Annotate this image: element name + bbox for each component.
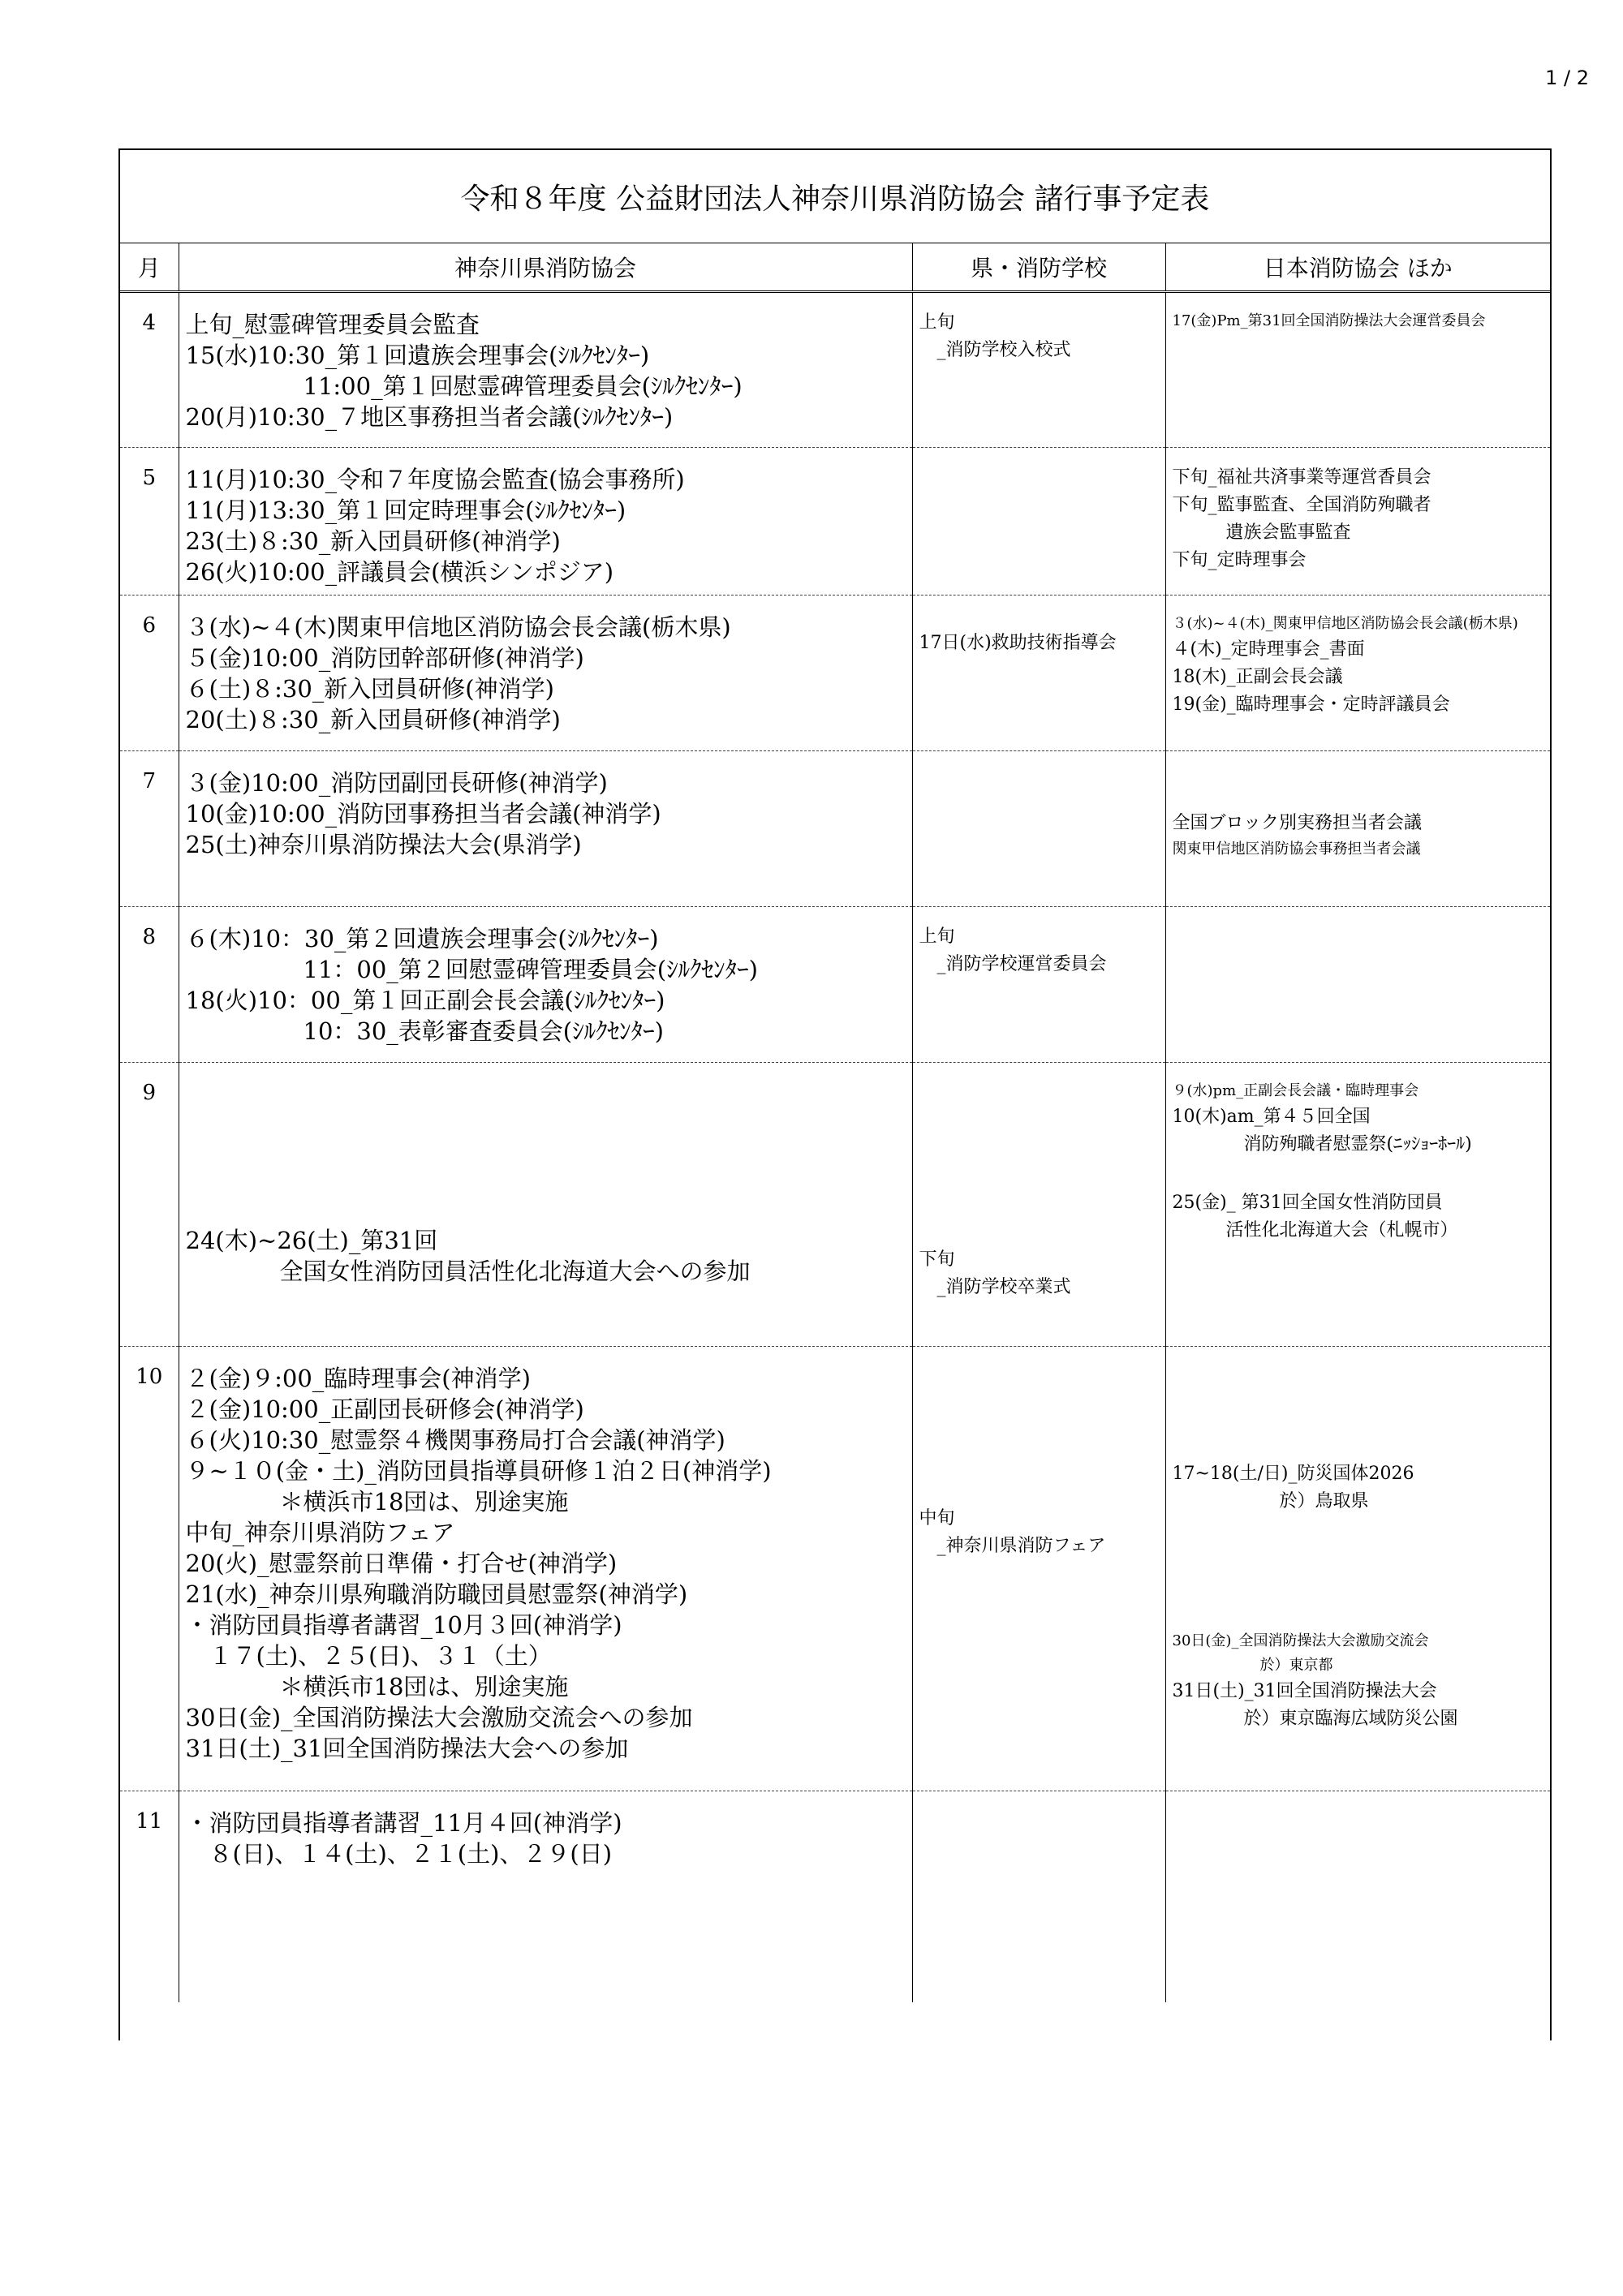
event-line: ３(水)~４(木)_関東甲信地区消防協会長会議(栃木県)	[1172, 615, 1518, 632]
event-line: _消防学校入校式	[919, 340, 1071, 360]
event-line: 消防殉職者慰霊祭(ﾆｯｼｮｰﾎｰﾙ)	[1172, 1134, 1472, 1154]
event-line: 26(火)10:00_評議員会(横浜シンポジア)	[185, 558, 614, 586]
school-cell	[912, 1347, 1165, 1791]
event-line: ６(火)10:30_慰霊祭４機関事務局打合会議(神消学)	[185, 1426, 725, 1454]
fdma-cell	[1165, 448, 1550, 595]
event-line: 23(土)８:30_新入団員研修(神消学)	[185, 527, 561, 555]
event-line: ８(日)、１４(土)、２１(土)、２９(日)	[185, 1840, 613, 1868]
header-association: 神奈川県消防協会	[179, 243, 912, 292]
event-line: 全国ブロック別実務担当者会議	[1172, 813, 1423, 833]
event-line: 20(月)10:30_７地区事務担当者会議(ｼﾙｸｾﾝﾀｰ)	[185, 403, 674, 431]
association-cell	[179, 1347, 912, 1791]
header-fdma: 日本消防協会 ほか	[1165, 243, 1550, 292]
event-line: 31日(土)_31回全国消防操法大会への参加	[185, 1735, 629, 1762]
event-line: _神奈川県消防フェア	[919, 1536, 1106, 1556]
fdma-cell	[1165, 595, 1550, 751]
event-line: 下旬	[919, 1249, 955, 1270]
month-row-10	[120, 1347, 1550, 1791]
school-cell	[912, 907, 1165, 1063]
event-line: 下旬_監事監査、全国消防殉職者	[1172, 495, 1431, 515]
event-line: 中旬	[919, 1508, 955, 1529]
month-row-8	[120, 907, 1550, 1063]
school-cell	[912, 1791, 1165, 2002]
event-line: ５(金)10:00_消防団幹部研修(神消学)	[185, 644, 584, 672]
event-line: 18(火)10：00_第１回正副会長会議(ｼﾙｸｾﾝﾀｰ)	[185, 987, 665, 1014]
school-cell	[912, 448, 1165, 595]
event-line: 10(金)10:00_消防団事務担当者会議(神消学)	[185, 800, 661, 828]
event-line: 下旬_福祉共済事業等運営香員会	[1172, 467, 1431, 488]
school-cell	[912, 292, 1165, 448]
header-school: 県・消防学校	[912, 243, 1165, 292]
month-cell: 5	[120, 448, 179, 595]
event-line: 上旬	[919, 312, 955, 333]
month-cell: 9	[120, 1063, 179, 1347]
event-line: 関東甲信地区消防協会事務担当者会議	[1172, 841, 1421, 858]
event-line: 11(月)13:30_第１回定時理事会(ｼﾙｸｾﾝﾀｰ)	[185, 497, 626, 524]
month-row-6	[120, 595, 1550, 751]
fdma-cell	[1165, 751, 1550, 907]
schedule-table	[120, 243, 1550, 2002]
event-line: 11(月)10:30_令和７年度協会監査(協会事務所)	[185, 466, 685, 493]
event-line: 全国女性消防団員活性化北海道大会への参加	[185, 1258, 751, 1285]
association-cell	[179, 1063, 912, 1347]
event-line: 上旬_慰霊碑管理委員会監査	[185, 311, 480, 338]
event-line: 25(土)神奈川県消防操法大会(県消学)	[185, 831, 582, 858]
event-line: 21(水)_神奈川県殉職消防職団員慰霊祭(神消学)	[185, 1580, 688, 1608]
month-row-11	[120, 1791, 1550, 2002]
event-line: 10：30_表彰審査委員会(ｼﾙｸｾﾝﾀｰ)	[185, 1017, 664, 1045]
event-line: 11:00_第１回慰霊碑管理委員会(ｼﾙｸｾﾝﾀｰ)	[185, 372, 743, 400]
event-line: 19(金)_臨時理事会・定時評議員会	[1172, 694, 1450, 715]
event-line: 25(金)_ 第31回全国女性消防団員	[1172, 1193, 1443, 1213]
page-number: 1 / 2	[1545, 67, 1589, 89]
event-line: ＊横浜市18団は、別途実施	[185, 1673, 569, 1701]
document-title: 令和８年度 公益財団法人神奈川県消防協会 諸行事予定表	[120, 150, 1550, 243]
month-cell: 6	[120, 595, 179, 751]
event-line: ２(金)10:00_正副団長研修会(神消学)	[185, 1395, 584, 1423]
fdma-cell	[1165, 1063, 1550, 1347]
event-line: 17日(水)救助技術指導会	[919, 633, 1117, 653]
school-cell	[912, 751, 1165, 907]
event-line: ６(木)10：30_第２回遺族会理事会(ｼﾙｸｾﾝﾀｰ)	[185, 925, 659, 952]
month-cell: 11	[120, 1791, 179, 2002]
event-line: 上旬	[919, 927, 955, 947]
event-line: ＊横浜市18団は、別途実施	[185, 1488, 569, 1516]
event-line: ３(金)10:00_消防団副団長研修(神消学)	[185, 769, 608, 797]
association-cell	[179, 751, 912, 907]
event-line: 10(木)am_第４５回全国	[1172, 1107, 1371, 1127]
association-cell	[179, 292, 912, 448]
month-row-7	[120, 751, 1550, 907]
schedule-sheet	[118, 148, 1552, 2040]
school-cell	[912, 595, 1165, 751]
fdma-cell	[1165, 1347, 1550, 1791]
association-cell	[179, 448, 912, 595]
event-line: ６(土)８:30_新入団員研修(神消学)	[185, 675, 554, 703]
event-line: _消防学校卒業式	[919, 1277, 1071, 1297]
event-line: 20(土)８:30_新入団員研修(神消学)	[185, 706, 561, 733]
event-line: 20(火)_慰霊祭前日準備・打合せ(神消学)	[185, 1550, 618, 1577]
event-line: 下旬_定時理事会	[1172, 550, 1307, 570]
event-line: ９(水)pm_正副会長会議・臨時理事会	[1172, 1082, 1419, 1099]
header-month: 月	[120, 243, 179, 292]
fdma-cell	[1165, 907, 1550, 1063]
event-line: 18(木)_正副会長会議	[1172, 667, 1343, 687]
header-row	[120, 243, 1550, 292]
event-line: 遺族会監事監査	[1172, 522, 1351, 543]
event-line: 15(水)10:30_第１回遺族会理事会(ｼﾙｸｾﾝﾀｰ)	[185, 342, 650, 369]
event-line: 活性化北海道大会（札幌市）	[1172, 1220, 1458, 1240]
event-line: 於）東京臨海広域防災公園	[1172, 1709, 1458, 1729]
event-line: ・消防団員指導者講習_10月３回(神消学)	[185, 1611, 622, 1639]
event-line: ２(金)９:00_臨時理事会(神消学)	[185, 1365, 531, 1392]
event-line: １７(土)、２５(日)、３１（土）	[185, 1642, 552, 1670]
event-line: 於）鳥取県	[1172, 1491, 1369, 1511]
event-line: 於）東京都	[1172, 1657, 1333, 1674]
event-line: ４(木)_定時理事会_書面	[1172, 639, 1365, 660]
event-line: ９~１０(金・土)_消防団員指導員研修１泊２日(神消学)	[185, 1457, 772, 1485]
event-line: 31日(土)_31回全国消防操法大会	[1172, 1681, 1437, 1701]
association-cell	[179, 595, 912, 751]
association-cell	[179, 907, 912, 1063]
month-cell: 10	[120, 1347, 179, 1791]
school-cell	[912, 1063, 1165, 1347]
association-cell	[179, 1791, 912, 2002]
event-line: 11：00_第２回慰霊碑管理委員会(ｼﾙｸｾﾝﾀｰ)	[185, 956, 758, 983]
month-cell: 7	[120, 751, 179, 907]
event-line: ３(水)~４(木)関東甲信地区消防協会長会議(栃木県)	[185, 613, 731, 641]
month-row-5	[120, 448, 1550, 595]
month-cell: 8	[120, 907, 179, 1063]
event-line: 中旬_神奈川県消防フェア	[185, 1519, 455, 1546]
event-line: 30日(金)_全国消防操法大会激励交流会	[1172, 1632, 1429, 1649]
event-line: 24(木)~26(土)_第31回	[185, 1227, 438, 1254]
event-line: _消防学校運営委員会	[919, 954, 1107, 974]
event-line: 17(金)Pm_第31回全国消防操法大会運営委員会	[1172, 312, 1486, 329]
event-line: 17~18(土/日)_防災国体2026	[1172, 1464, 1414, 1484]
event-line: ・消防団員指導者講習_11月４回(神消学)	[185, 1809, 622, 1837]
month-cell: 4	[120, 292, 179, 448]
month-row-9	[120, 1063, 1550, 1347]
event-line: 30日(金)_全国消防操法大会激励交流会への参加	[185, 1704, 693, 1731]
month-row-4	[120, 292, 1550, 448]
fdma-cell	[1165, 1791, 1550, 2002]
fdma-cell	[1165, 292, 1550, 448]
